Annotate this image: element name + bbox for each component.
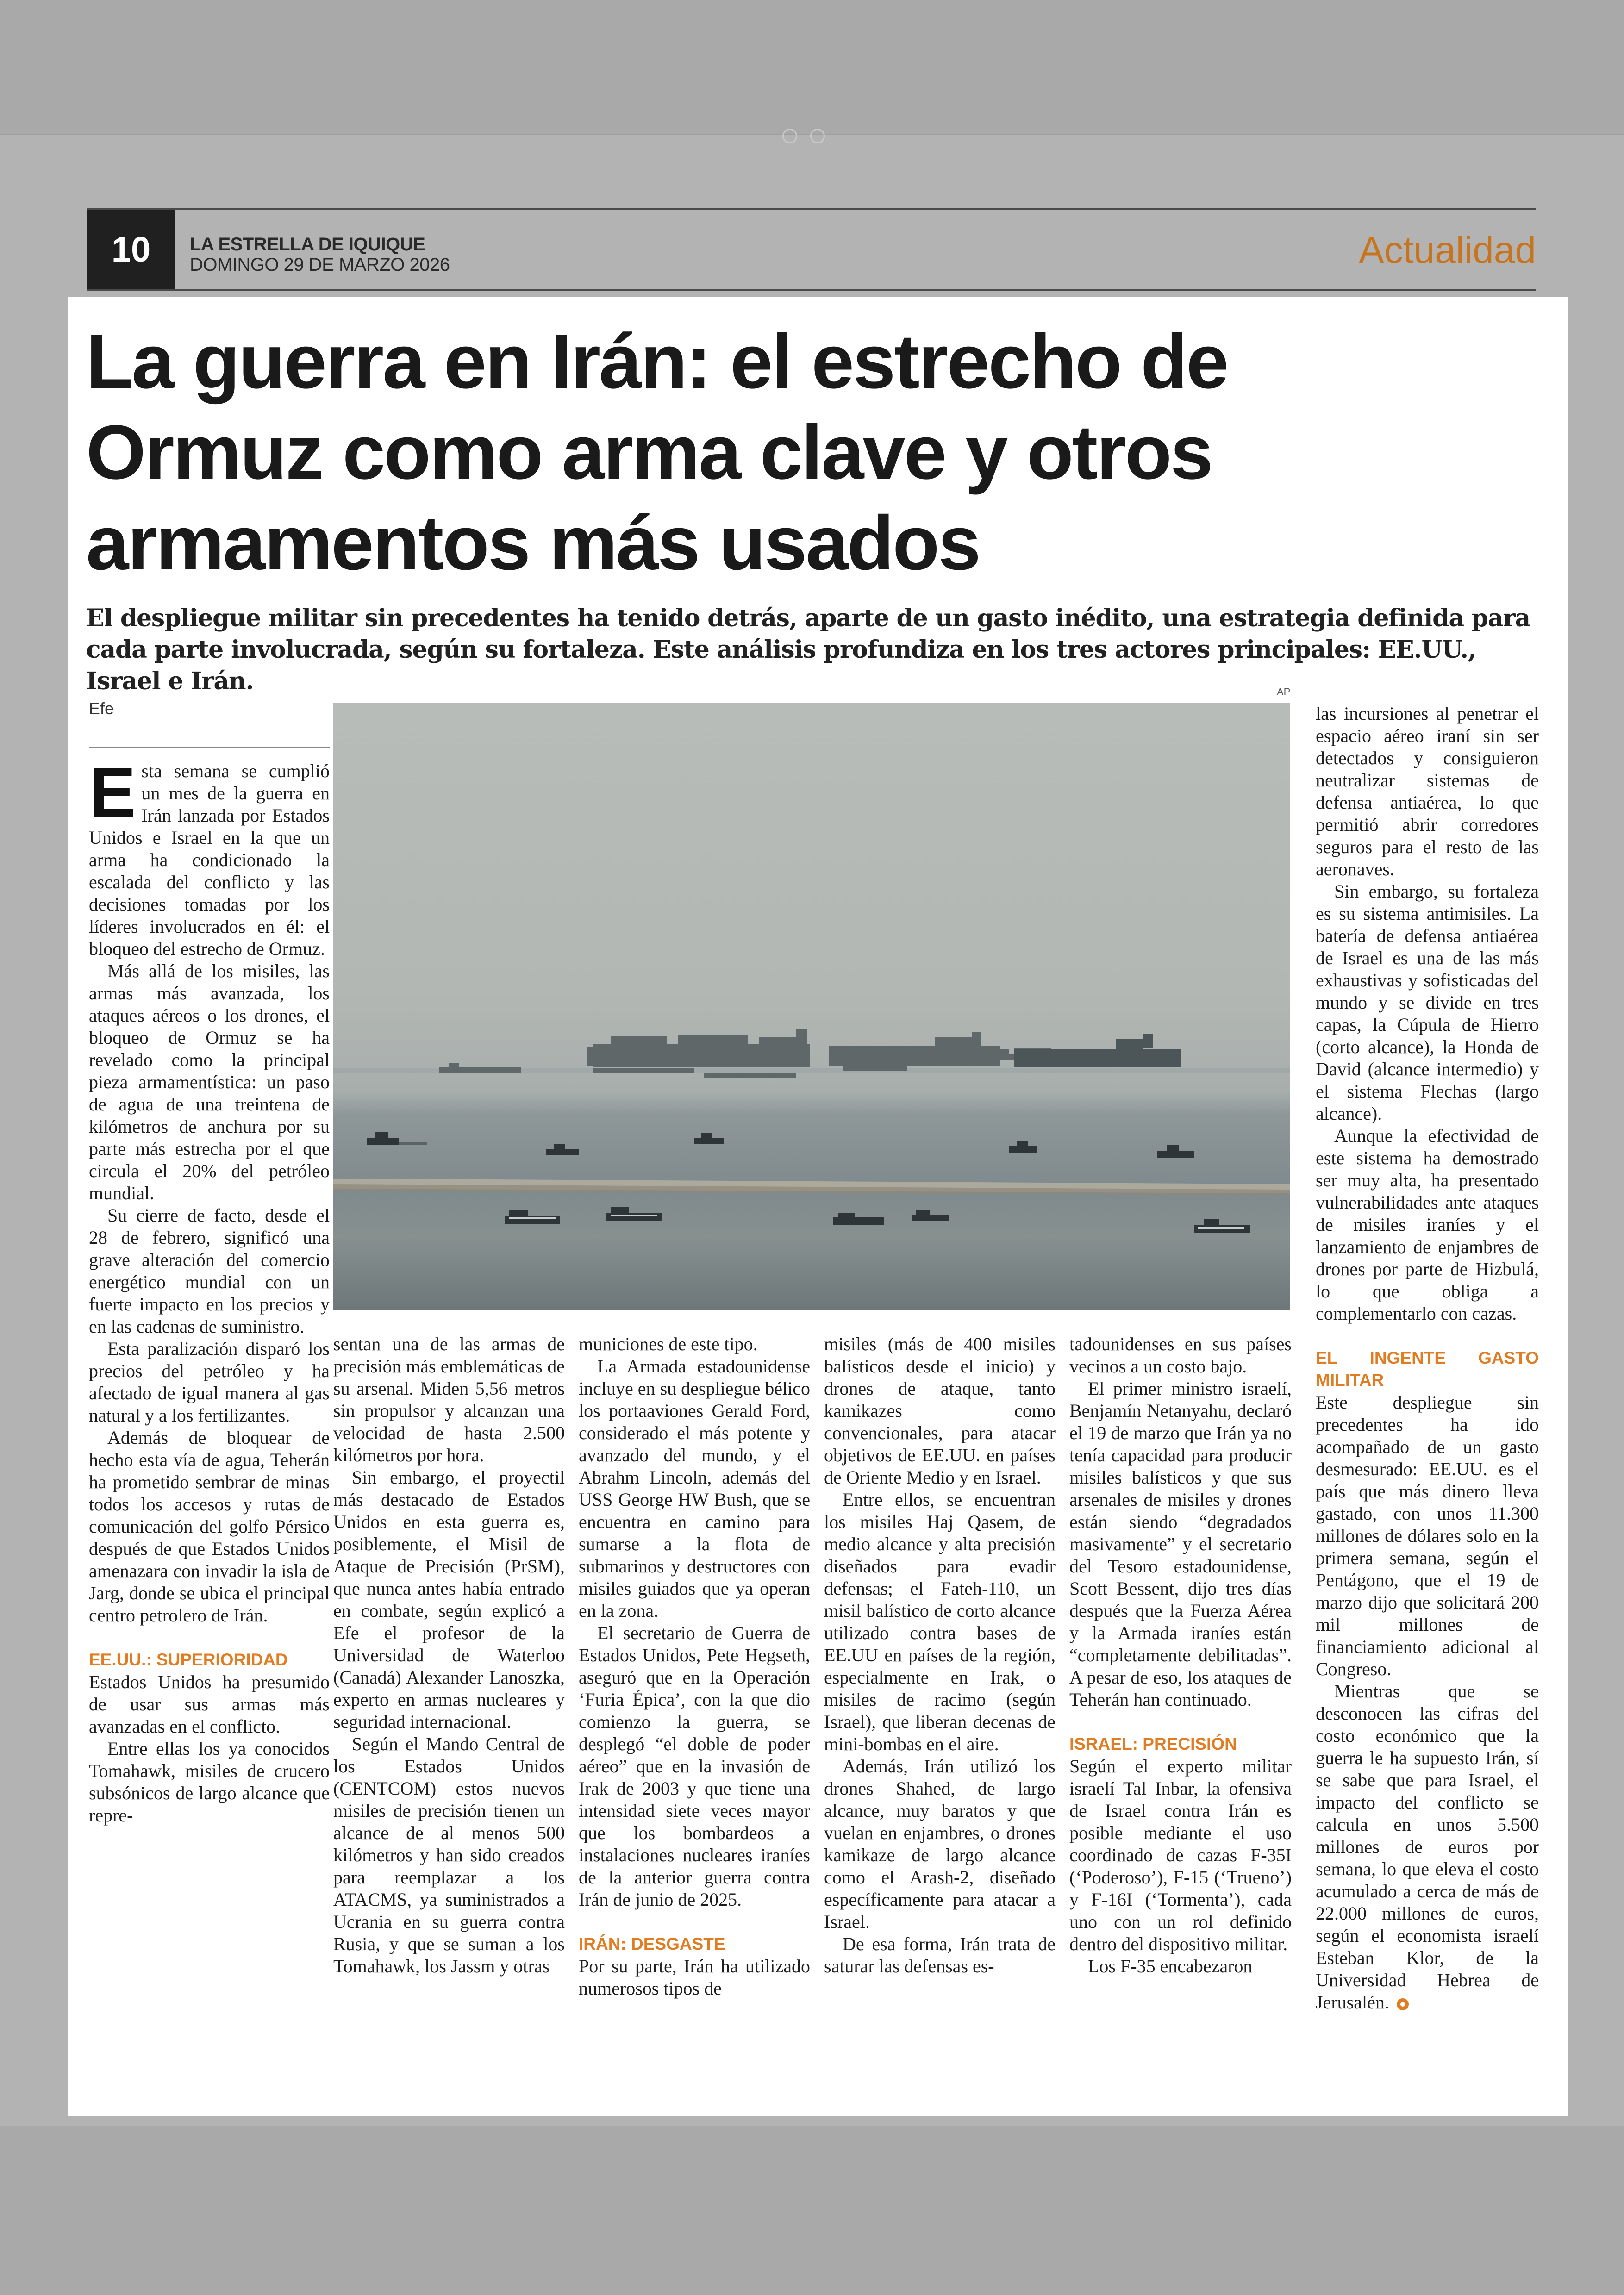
photo-credit: AP [1277, 686, 1291, 698]
publication-date: DOMINGO 29 DE MARZO 2026 [190, 255, 450, 275]
paragraph-text: sta semana se cumplió un mes de la guerra en Irán lanzada por Estados Unidos e Israel en la que un arma ha condicionado la escalada del conflicto y las decisiones tomadas por los líderes involucrados en él: el bloqueo del estrecho de Ormuz. [89, 761, 330, 959]
subheading-eeuu: EE.UU.: SUPERIORIDAD [89, 1650, 288, 1669]
column-4 [824, 1333, 1056, 1977]
page-dot-icon[interactable] [782, 129, 797, 143]
paragraph [89, 753, 330, 960]
ships-in-strait-photo [333, 703, 1290, 1310]
paragraph: Además de bloquear de hecho esta vía de agua, Teherán ha prometido sembrar de minas todos los accesos y rutas de comunicación del golfo Pérsico después de que Estados Unidos amenazara con invadir la isla de Jarg, donde se ubica el principal centro petrolero de Irán. [89, 1427, 330, 1626]
page-indicator[interactable] [782, 129, 843, 143]
paragraph: La Armada estadounidense incluye en su despliegue bélico los portaaviones Gerald Ford, considerado el más potente y avanzado del mundo, y el Abrahm Lincoln, además del USS George HW Bush, que se encuentra en camino para sumarse a la flota de submarinos y destructores con misiles guiados que ya operan en la zona. [579, 1356, 810, 1621]
section-label: Actualidad [1359, 229, 1536, 271]
paragraph: Su cierre de facto, desde el 28 de febrero, significó una grave alteración del comercio energético mundial con un fuerte impacto en los precios y en las cadenas de suministro. [89, 1205, 330, 1337]
paragraph: las incursiones al penetrar el espacio aéreo iraní sin ser detectados y consiguieron neutralizar sistemas de defensa antiaérea, lo que permitió abrir corredores seguros para el resto de las aeronaves. [1316, 703, 1539, 879]
paragraph: El primer ministro israelí, Benjamín Netanyahu, declaró el 19 de marzo que Irán ya no tenía capacidad para producir misiles balísticos y que sus arsenales de misiles y drones están siendo “degradados masivamente” y el secretario del Tesoro estadounidense, Scott Bessent, dijo tres días después que la Fuerza Aérea y la Armada iraníes están “completamente debilitadas”. A pesar de eso, los ataques de Teherán han continuado. [1069, 1378, 1292, 1710]
paragraph: Sin embargo, su fortaleza es su sistema antimisiles. La batería de defensa antiaérea de Israel es una de las más exhaustivas y sofisticadas del mundo y se divide en tres capas, la Cúpula de Hierro (corto alcance), la Honda de David (alcance intermedio) y el sistema Flechas (largo alcance). [1316, 881, 1539, 1124]
paragraph: De esa forma, Irán trata de saturar las defensas es- [824, 1933, 1056, 1977]
byline-rule [89, 747, 330, 748]
paragraph: Según el Mando Central de los Estados Unidos (CENTCOM) estos nuevos misiles de precisión tienen un alcance de al menos 500 kilómetros y han sido creados para reemplazar a los ATACMS, ya suministrados a Ucrania en su guerra contra Rusia, y que se suman a los Tomahawk, los Jassm y otras [333, 1734, 565, 1977]
drop-cap: E [89, 753, 136, 832]
paragraph: Este despliegue sin precedentes ha ido acompañado de un gasto desmesurado: EE.UU. es el país que más dinero lleva gastado, con unos 11.300 millones de dólares solo en la primera semana, según el Pentágono, que el 19 de marzo dijo que solicitará 200 mil millones de financiamiento adicional al Congreso. [1316, 1392, 1539, 1679]
paragraph: Aunque la efectividad de este sistema ha demostrado ser muy alta, ha presentado vulnerabilidades ante ataques de misiles iraníes y el lanzamiento de enjambres de drones por parte de Hizbulá, lo que obliga a complementarlo con cazas. [1316, 1125, 1539, 1324]
subheading-israel: ISRAEL: PRECISIÓN [1069, 1734, 1237, 1753]
column-3 [579, 1333, 810, 2000]
column-1 [89, 753, 330, 1827]
paragraph: Entre ellas los ya conocidos Tomahawk, misiles de crucero subsónicos de largo alcance que repre- [89, 1738, 330, 1826]
paragraph: Entre ellos, se encuentran los misiles Haj Qasem, de medio alcance y alta precisión diseñados para evadir defensas; el Fateh-110, un misil balístico de corto alcance utilizado contra bases de EE.UU en países de la región, especialmente en Irak, o misiles de racimo (según Israel), que liberan decenas de mini-bombas en el aire. [824, 1489, 1056, 1754]
viewer-background [0, 0, 1624, 134]
article-photo [333, 703, 1290, 1310]
byline: Efe [89, 699, 114, 718]
column-5 [1069, 1333, 1292, 1977]
article-end-icon [1397, 1998, 1409, 2010]
paragraph: municiones de este tipo. [579, 1334, 758, 1354]
page-header [87, 208, 1536, 291]
subheading-iran: IRÁN: DESGASTE [579, 1934, 725, 1953]
paragraph [1316, 1680, 1539, 2014]
paragraph: El secretario de Guerra de Estados Unidos, Pete Hegseth, aseguró que en la Operación ‘Furia Épica’, con la que dio comienzo la guerra, se desplegó “el doble de poder aéreo” que en la invasión de Irak de 2003 y que tiene una intensidad siete veces mayor que los bombardeos a instalaciones nucleares iraníes de la anterior guerra contra Irán de junio de 2025. [579, 1622, 810, 1910]
article [68, 297, 1568, 2116]
column-2 [333, 1333, 565, 1977]
paragraph: Por su parte, Irán ha utilizado numerosos tipos de [579, 1956, 810, 1999]
paragraph: tadounidenses en sus países vecinos a un costo bajo. [1069, 1334, 1292, 1377]
publication-name: LA ESTRELLA DE IQUIQUE [190, 234, 425, 255]
column-6 [1316, 703, 1539, 2014]
paragraph: Sin embargo, el proyectil más destacado de Estados Unidos en esta guerra es, posiblemente, el Misil de Ataque de Precisión (PrSM), que nunca antes había entrado en combate, según explicó a Efe el profesor de la Universidad de Waterloo (Canadá) Alexander Lanoszka, experto en armas nucleares y seguridad internacional. [333, 1467, 565, 1732]
subheading-gasto: EL INGENTE GASTO MILITAR [1316, 1348, 1539, 1390]
paragraph: Estados Unidos ha presumido de usar sus armas más avanzadas en el conflicto. [89, 1671, 330, 1737]
paragraph: Según el experto militar israelí Tal Inbar, la ofensiva de Israel contra Irán es posible mediante el uso coordinado de cazas F-35I (‘Poderoso’), F-15 (‘Trueno’) y F-16I (‘Tormenta’), cada uno con un rol definido dentro del dispositivo militar. [1069, 1756, 1292, 1954]
paragraph: sentan una de las armas de precisión más emblemáticas de su arsenal. Miden 5,56 metros sin propulsor y alcanzan una velocidad de hasta 2.500 kilómetros por hora. [333, 1334, 565, 1466]
page-dot-icon[interactable] [810, 129, 825, 143]
paragraph: Esta paralización disparó los precios del petróleo y ha afectado de igual manera al gas natural y a los fertilizantes. [89, 1338, 330, 1426]
headline: La guerra en Irán: el estrecho de Ormuz como arma clave y otros armamentos más usados [86, 319, 1228, 586]
paragraph: Además, Irán utilizó los drones Shahed, de largo alcance, muy baratos y que vuelan en enjambres, o drones kamikaze de largo alcance como el Arash-2, diseñado específicamente para atacar a Israel. [824, 1756, 1056, 1932]
paragraph: Los F-35 encabezaron [1088, 1956, 1253, 1977]
paragraph: Más allá de los misiles, las armas más avanzada, los ataques aéreos o los drones, el bloqueo de Ormuz se ha revelado como la principal pieza armamentística: un paso de agua de una treintena de kilómetros de anchura por su parte más estrecha por el que circula el 20% del petróleo mundial. [89, 960, 330, 1204]
paragraph-text: Mientras que se desconocen las cifras del costo económico que la guerra le ha supuesto Irán, sí se sabe que para Israel, el impacto del conflicto se calcula en unos 5.500 millones de euros por semana, lo que eleva el costo acumulado a cerca de más de 22.000 millones de euros, según el economista israelí Esteban Klor, de la Universidad Hebrea de Jerusalén. [1316, 1681, 1539, 2013]
page-number: 10 [87, 210, 175, 289]
deck: El despliegue militar sin precedentes ha tenido detrás, aparte de un gasto inédito, una estrategia definida para cada parte involucrada, según su fortaleza. Este análisis profundiza en los tres actores principales: EE.UU., Israel e Irán. [86, 604, 1530, 695]
paragraph: misiles (más de 400 misiles balísticos desde el inicio) y drones de ataque, tanto kamikazes como convencionales, para atacar objetivos de EE.UU. en países de Oriente Medio y en Israel. [824, 1334, 1056, 1488]
